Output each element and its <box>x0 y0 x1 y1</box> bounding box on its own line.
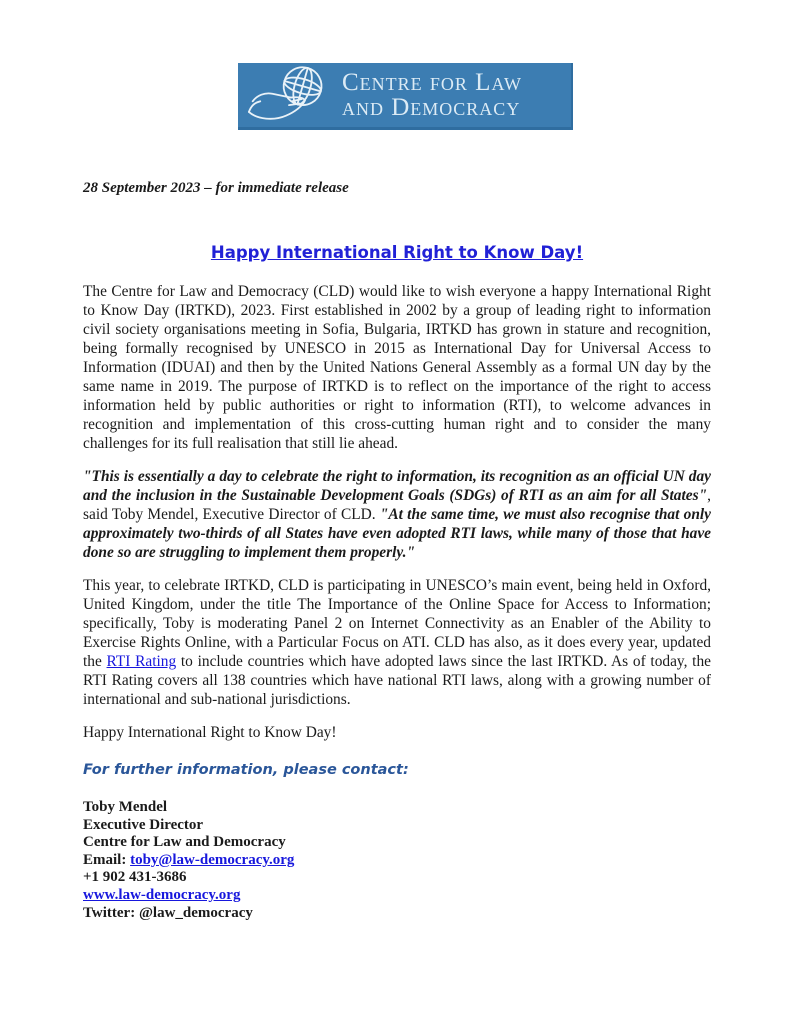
text-run: The Centre for Law and Democracy (CLD) would like to wish everyone a happy International Right to Know Day (IRTKD), 2023. First established in 2002 by a group of leading right to information civil society organisations meeting in Sofia, Bulgaria, IRTKD has grown in stature and recognition, being formally recognised by UNESCO in 2015 as International Day for Universal Access to Information (IDUAI) and then by the United Nations General Assembly as a formal UN day by the same name in 2019. The purpose of IRTKD is to reflect on the importance of the right to access information held by public authorities or right to information (RTI), to welcome advances in recognition and implementation of this cross-cutting human right and to consider the many challenges for its full realisation that still lie ahead. <box>83 283 711 452</box>
contact-heading: For further information, please contact: <box>83 762 409 778</box>
text-run: +1 902 431-3686 <box>83 869 187 886</box>
page-title: Happy International Right to Know Day! <box>210 243 584 262</box>
text-run: Toby Mendel <box>83 799 168 815</box>
rti-rating-link[interactable]: RTI Rating <box>106 653 177 670</box>
closing-greeting: Happy International Right to Know Day! <box>83 724 337 741</box>
press-release-paragraph-3 <box>83 576 711 709</box>
contact-line-website <box>83 887 711 905</box>
text-run: to include countries which have adopted laws since the last IRTKD. As of today, the RTI Rating covers all 138 countries which have national RTI laws, along with a growing number of international and sub-national jurisdictions. <box>83 653 711 708</box>
text-run: "This is essentially a day to celebrate the right to information, its recognition as an official UN day and the inclusion in the Sustainable Development Goals (SDGs) of RTI as an aim for all States" <box>83 468 711 504</box>
release-dateline: 28 September 2023 – for immediate release <box>83 180 349 196</box>
org-logo <box>238 63 573 130</box>
contact-line-email <box>83 852 711 870</box>
contact-line-phone <box>83 869 711 887</box>
document-body <box>83 180 711 922</box>
contact-line-role <box>83 817 711 835</box>
hand-globe-icon <box>246 62 338 129</box>
contact-block <box>83 799 711 922</box>
text-run: "At the same time, we must also recognise that only approximately two-thirds of all States have even adopted RTI laws, while many of those that have done so are struggling to implement them properly." <box>83 506 711 561</box>
press-release-paragraph-2 <box>83 467 711 562</box>
org-logo-line2: and Democracy <box>342 94 521 121</box>
text-run: Twitter: @law_democracy <box>83 904 253 921</box>
text-run: This year, to celebrate IRTKD, CLD is participating in UNESCO’s main event, being held in Oxford, United Kingdom, under the title The Importance of the Online Space for Access to Information; specifically, Toby is moderating Panel 2 on Internet Connectivity as an Enabler of the Ability to Exercise Rights Online, with a Particular Focus on ATI. CLD has also, as it does every year, updated the <box>83 577 711 670</box>
text-run: , said Toby Mendel, Executive Director of CLD. <box>83 487 711 523</box>
website-link[interactable]: www.law-democracy.org <box>83 886 241 903</box>
press-release-paragraph-1 <box>83 282 711 453</box>
text-run: Email: <box>83 851 131 868</box>
contact-line-org <box>83 834 711 852</box>
contact-line-twitter <box>83 905 711 923</box>
contact-line-name <box>83 799 711 817</box>
org-logo-line1: Centre for Law <box>342 68 522 96</box>
text-run: Executive Director <box>83 816 204 833</box>
text-run: Centre for Law and Democracy <box>83 834 286 851</box>
org-logo-text <box>342 70 522 121</box>
email-link[interactable]: toby@law-democracy.org <box>130 851 295 868</box>
